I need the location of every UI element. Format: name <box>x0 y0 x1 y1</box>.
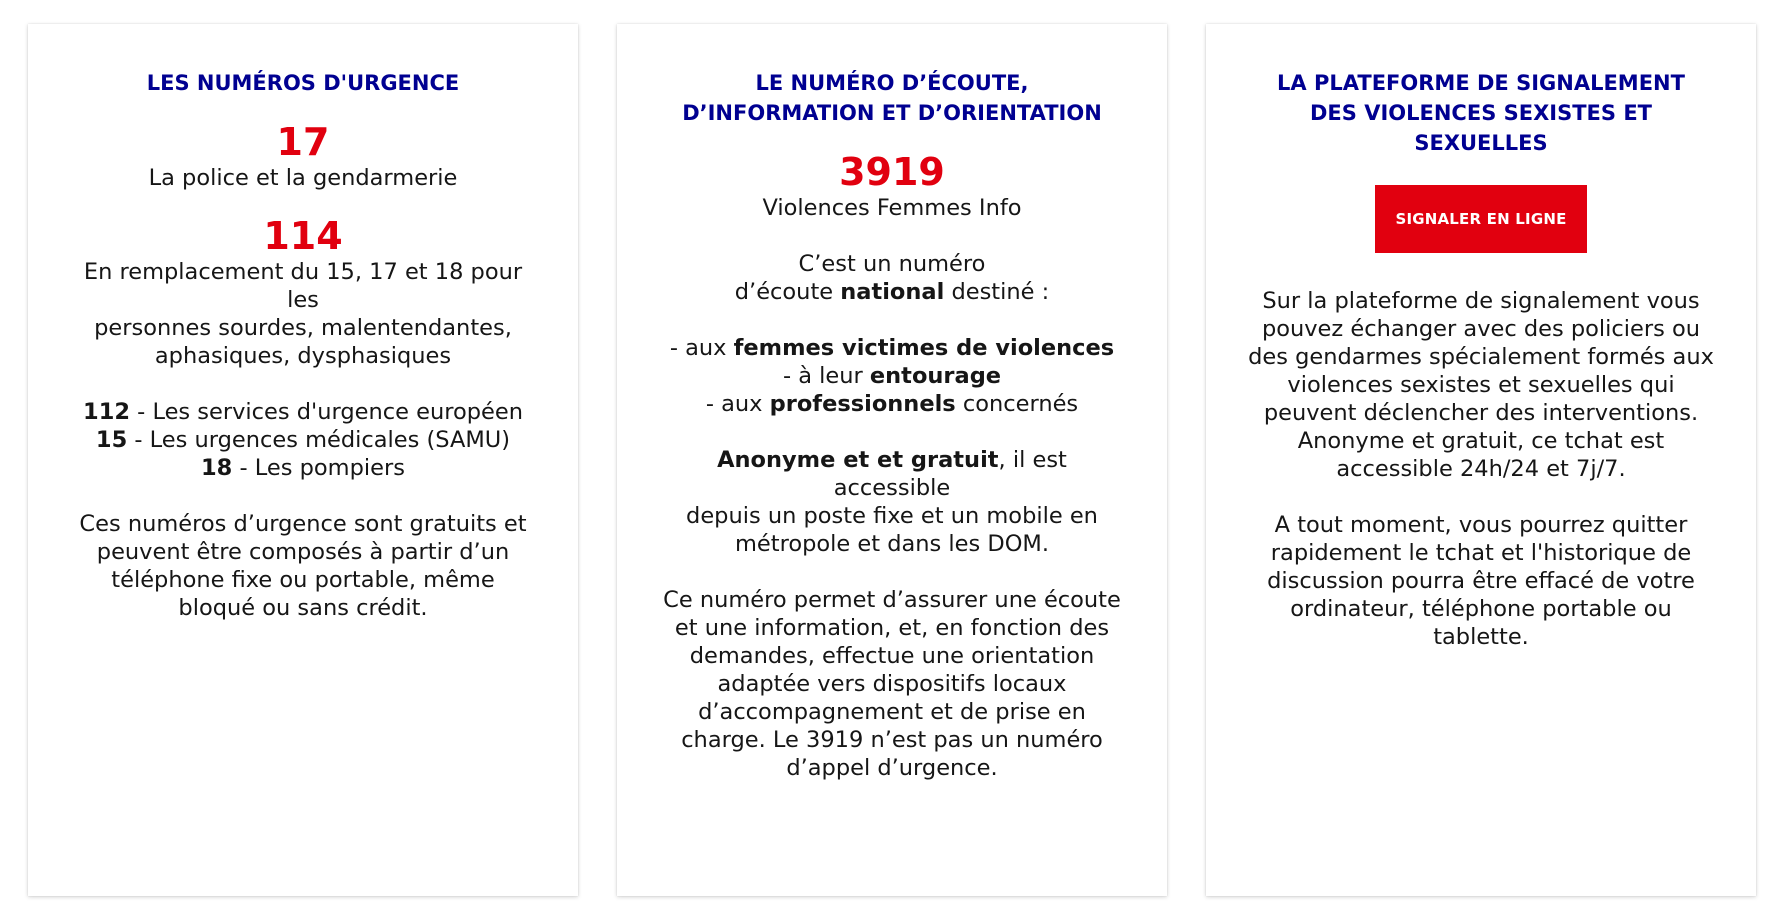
list-item-number: 112 <box>83 399 131 425</box>
target-list-item <box>657 390 1127 418</box>
paragraph-line: tablette. <box>1433 624 1529 650</box>
description-line: et une information, et, en fonction des <box>674 615 1110 641</box>
paragraph-line: discussion pourra être effacé de votre <box>1267 568 1695 594</box>
number-17: 17 <box>276 120 330 164</box>
paragraph-line: accessible 24h/24 et 7j/7. <box>1336 456 1626 482</box>
list-item-label: - Les services d'urgence européen <box>130 399 523 425</box>
target-emphasis: professionnels <box>769 391 956 417</box>
card-title: LES NUMÉROS D'URGENCE <box>146 71 460 95</box>
description-line: charge. Le 3919 n’est pas un numéro <box>681 727 1103 753</box>
card-title-line: LE NUMÉRO D’ÉCOUTE, <box>755 71 1029 95</box>
target-emphasis: femmes victimes de violences <box>733 335 1115 361</box>
description-line: d’accompagnement et de prise en <box>698 699 1086 725</box>
card-title-line: LA PLATEFORME DE SIGNALEMENT <box>1277 71 1685 95</box>
target-prefix: - à leur <box>782 363 870 389</box>
reporting-platform-card <box>1206 24 1756 896</box>
paragraph-line: A tout moment, vous pourrez quitter <box>1274 512 1688 538</box>
paragraph-line: ordinateur, téléphone portable ou <box>1290 596 1672 622</box>
description-line: adaptée vers dispositifs locaux <box>717 671 1067 697</box>
list-item-number: 15 <box>95 427 128 453</box>
list-item <box>68 426 538 454</box>
intro-emphasis: national <box>840 279 945 305</box>
target-prefix: - aux <box>705 391 770 417</box>
card-title-line: DES VIOLENCES SEXISTES ET <box>1310 101 1652 125</box>
emergency-numbers-card <box>28 24 578 896</box>
footer-text-line: Ces numéros d’urgence sont gratuits et <box>79 511 527 537</box>
footer-text-line: peuvent être composés à partir d’un <box>96 539 510 565</box>
target-emphasis: entourage <box>869 363 1002 389</box>
access-line: depuis un poste fixe et un mobile en <box>686 503 1098 529</box>
target-suffix: concernés <box>955 391 1079 417</box>
paragraph-line: pouvez échanger avec des policiers ou <box>1261 316 1701 342</box>
intro-line: C’est un numéro <box>798 251 986 277</box>
paragraph-line: rapidement le tchat et l'historique de <box>1270 540 1692 566</box>
list-item <box>68 398 538 426</box>
intro-line <box>657 278 1127 306</box>
listening-number-card <box>617 24 1167 896</box>
intro-text: d’écoute <box>734 279 841 305</box>
description-line: d’appel d’urgence. <box>786 755 998 781</box>
report-online-button[interactable]: SIGNALER EN LIGNE <box>1375 185 1587 253</box>
access-line <box>657 446 1127 502</box>
target-list-item <box>657 362 1127 390</box>
paragraph-line: violences sexistes et sexuelles qui <box>1287 372 1675 398</box>
access-text: , il est accessible <box>833 447 1067 501</box>
number-114-description-line: personnes sourdes, malentendantes, <box>94 315 512 341</box>
number-114-description-line: aphasiques, dysphasiques <box>154 343 452 369</box>
number-17-description: La police et la gendarmerie <box>148 165 458 191</box>
list-item-label: - Les urgences médicales (SAMU) <box>127 427 511 453</box>
list-item-number: 18 <box>201 455 233 481</box>
description-line: Ce numéro permet d’assurer une écoute <box>663 587 1121 613</box>
paragraph-line: Anonyme et gratuit, ce tchat est <box>1297 428 1665 454</box>
access-emphasis: Anonyme et et gratuit <box>717 447 999 473</box>
description-line: demandes, effectue une orientation <box>689 643 1095 669</box>
number-3919: 3919 <box>839 150 945 194</box>
footer-text-line: bloqué ou sans crédit. <box>178 595 428 621</box>
intro-text: destiné : <box>944 279 1050 305</box>
footer-text-line: téléphone fixe ou portable, même <box>111 567 495 593</box>
target-list-item <box>657 334 1127 362</box>
target-prefix: - aux <box>669 335 734 361</box>
number-114-description-line: En remplacement du 15, 17 et 18 pour les <box>83 259 523 313</box>
list-item <box>68 454 538 482</box>
list-item-label: - Les pompiers <box>232 455 405 481</box>
card-title-line: D’INFORMATION ET D’ORIENTATION <box>682 101 1102 125</box>
card-title-line: SEXUELLES <box>1414 131 1548 155</box>
number-114: 114 <box>263 214 343 258</box>
access-line: métropole et dans les DOM. <box>735 531 1049 557</box>
paragraph-line: Sur la plateforme de signalement vous <box>1262 288 1700 314</box>
number-3919-description: Violences Femmes Info <box>762 195 1022 221</box>
paragraph-line: peuvent déclencher des interventions. <box>1263 400 1699 426</box>
paragraph-line: des gendarmes spécialement formés aux <box>1248 344 1714 370</box>
